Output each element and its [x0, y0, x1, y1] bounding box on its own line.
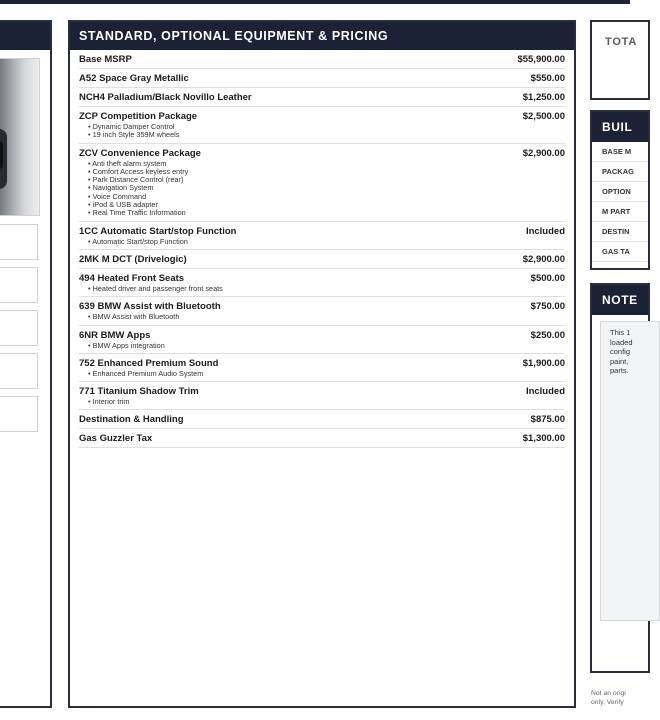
option-detail-item: • Voice Command [88, 193, 565, 201]
notes-title: NOTE [592, 285, 648, 315]
option-detail-item: • Anti theft alarm system [88, 160, 565, 168]
option-name: Gas Guzzler Tax [79, 433, 153, 445]
option-name: ZCV Convenience Package [79, 147, 201, 159]
total-panel [590, 20, 650, 100]
option-details-list [79, 370, 565, 378]
option-price: $1,300.00 [522, 433, 565, 445]
build-summary-item: OPTION [592, 182, 648, 202]
option-detail-item: • BMW Apps integration [88, 342, 565, 350]
option-details-list [79, 285, 565, 293]
option-detail-item: • Dynamic Damper Control [88, 123, 565, 131]
option-name: NCH4 Palladium/Black Novillo Leather [79, 92, 252, 103]
pricing-row [79, 382, 565, 410]
build-summary-item: M PART [592, 202, 648, 222]
option-detail-item: • 19 inch Style 359M wheels [88, 131, 565, 139]
option-name: ZCP Competition Package [79, 111, 198, 122]
photo-thumbnail[interactable] [0, 224, 38, 260]
option-price: Included [525, 225, 565, 237]
pricing-row [79, 297, 565, 325]
option-detail-item: • Heated driver and passenger front seats [88, 285, 565, 293]
option-name: 752 Enhanced Premium Sound [79, 357, 219, 369]
vehicle-image-panel-header [0, 22, 50, 50]
option-details-list [79, 398, 565, 406]
car-wheel-shape [0, 141, 3, 169]
top-bar [0, 0, 630, 4]
option-detail-item: • Navigation System [88, 184, 565, 192]
option-name: 1CC Automatic Start/stop Function [79, 225, 237, 237]
option-detail-item: • Automatic Start/stop Function [88, 238, 565, 246]
pricing-row [79, 269, 565, 297]
option-price: $1,250.00 [522, 92, 565, 103]
pricing-row [79, 50, 565, 69]
option-price: $550.00 [530, 73, 565, 84]
build-summary-item: BASE M [592, 142, 648, 162]
option-price: $750.00 [530, 301, 565, 313]
option-price: $250.00 [530, 329, 565, 341]
equipment-pricing-title: STANDARD, OPTIONAL EQUIPMENT & PRICING [70, 22, 574, 50]
pricing-row [79, 429, 565, 448]
notes-panel [590, 283, 650, 673]
option-price: $1,900.00 [522, 357, 565, 369]
option-detail-item: • Park Distance Control (rear) [88, 176, 565, 184]
option-name: 2MK M DCT (Drivelogic) [79, 253, 187, 265]
footnote-text: Not an origi only. Verify [591, 690, 626, 706]
pricing-row [79, 144, 565, 222]
photo-thumbnail[interactable] [0, 396, 38, 432]
option-name: A52 Space Gray Metallic [79, 73, 189, 84]
build-summary-item: DESTIN [592, 222, 648, 242]
build-summary-item: PACKAG [592, 162, 648, 182]
option-price: $875.00 [530, 414, 565, 426]
option-details-list [79, 123, 565, 140]
equipment-pricing-panel [68, 20, 576, 708]
option-name: Base MSRP [79, 54, 132, 65]
option-price: $2,900.00 [522, 147, 565, 159]
option-detail-item: • BMW Assist with Bluetooth [88, 313, 565, 321]
option-name: Destination & Handling [79, 414, 184, 426]
vehicle-photo[interactable] [0, 58, 40, 216]
option-name: 6NR BMW Apps [79, 329, 151, 341]
option-detail-item: • Real Time Traffic Information [88, 209, 565, 217]
pricing-row [79, 69, 565, 88]
option-name: 494 Heated Front Seats [79, 272, 185, 284]
pricing-list [70, 50, 574, 448]
option-details-list [79, 160, 565, 218]
option-price: $2,900.00 [522, 253, 565, 265]
pricing-row [79, 107, 565, 144]
option-price: $55,900.00 [517, 54, 565, 65]
option-price: $500.00 [530, 272, 565, 284]
option-price: $2,500.00 [522, 111, 565, 122]
total-label: TOTA [605, 36, 638, 48]
option-detail-item: • iPod & USB adapter [88, 201, 565, 209]
pricing-row [79, 410, 565, 429]
option-detail-item: • Enhanced Premium Audio System [88, 370, 565, 378]
photo-thumbnail[interactable] [0, 353, 38, 389]
pricing-row [79, 222, 565, 250]
option-price: Included [525, 386, 565, 398]
build-summary-list [592, 142, 648, 262]
pricing-row [79, 250, 565, 269]
pricing-row [79, 88, 565, 107]
notes-text: This 1 loaded config paint, parts. [600, 321, 660, 621]
photo-thumbnail[interactable] [0, 310, 38, 346]
option-details-list [79, 238, 565, 246]
build-summary-item: GAS TA [592, 242, 648, 262]
option-details-list [79, 342, 565, 350]
photo-thumbnail[interactable] [0, 267, 38, 303]
pricing-row [79, 354, 565, 382]
option-details-list [79, 313, 565, 321]
option-name: 639 BMW Assist with Bluetooth [79, 301, 221, 313]
option-detail-item: • Comfort Access keyless entry [88, 168, 565, 176]
option-detail-item: • Interior trim [88, 398, 565, 406]
build-summary-title: BUIL [592, 112, 648, 142]
option-name: 771 Titanium Shadow Trim [79, 386, 199, 398]
build-summary-panel [590, 110, 650, 270]
pricing-row [79, 326, 565, 354]
vehicle-image-panel [0, 20, 52, 708]
